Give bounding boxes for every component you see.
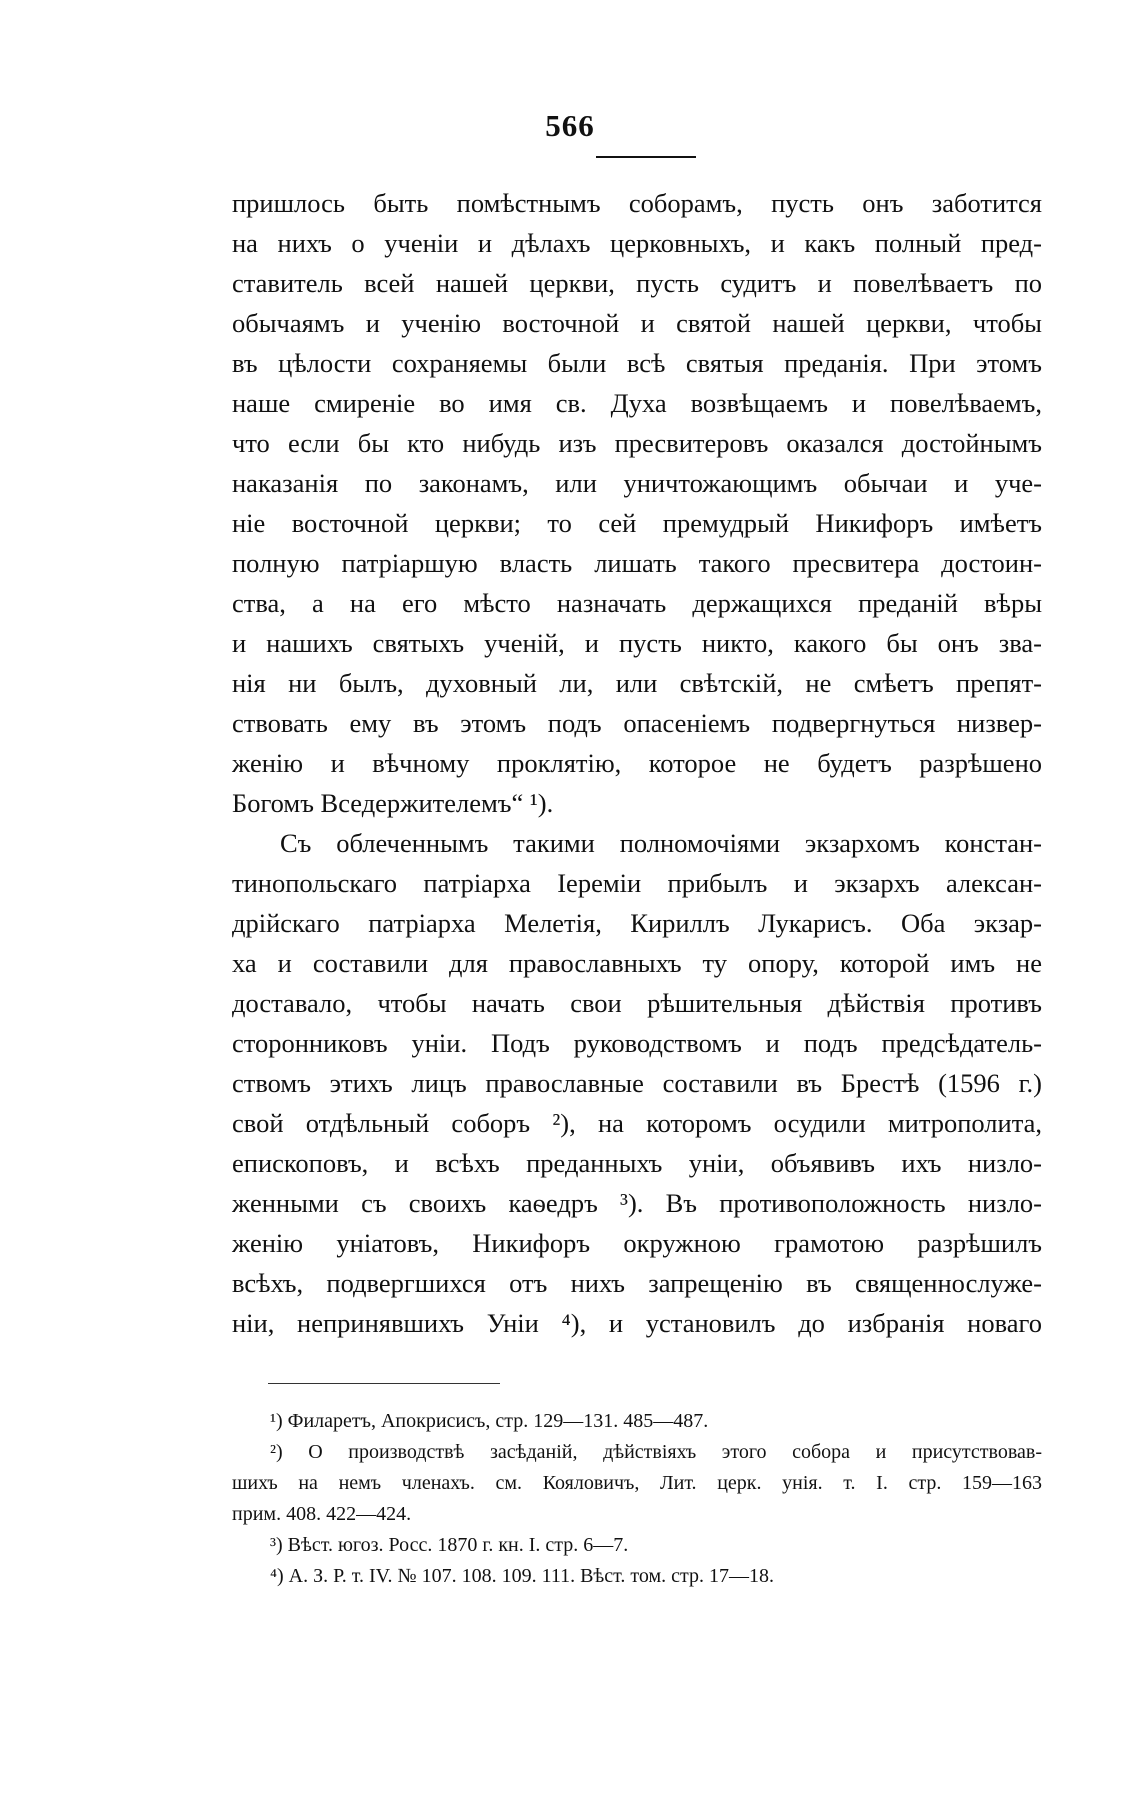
text-line: Съ облеченнымъ такими полномочіями экзархомъ констан- — [280, 828, 1042, 858]
text-line: ставитель всей нашей церкви, пусть судитъ и повелѣваетъ по — [232, 268, 1042, 298]
text-line: наказанія по законамъ, или уничтожающимъ обычаи и уче- — [232, 468, 1042, 498]
text-line: всѣхъ, подвергшихся отъ нихъ запрещенію въ священнослуже- — [232, 1268, 1042, 1298]
footnote: ¹) Филаретъ, Апокрисисъ, стр. 129—131. 485—487. — [270, 1410, 709, 1432]
text-line: что если бы кто нибудь изъ пресвитеровъ оказался достойнымъ — [232, 428, 1042, 458]
text-line: ства, а на его мѣсто назначать держащихся преданій вѣры — [232, 588, 1042, 618]
text-line: свой отдѣльный соборъ ²), на которомъ осудили митрополита, — [232, 1108, 1042, 1138]
text-line: женными съ своихъ каѳедръ ³). Въ противоположность низло- — [232, 1188, 1042, 1218]
text-line: и нашихъ святыхъ ученій, и пусть никто, какого бы онъ зва- — [232, 628, 1042, 658]
text-line: женію и вѣчному проклятію, которое не будетъ разрѣшено — [232, 748, 1042, 778]
main-text — [232, 183, 1042, 1343]
text-line: пришлось быть помѣстнымъ соборамъ, пусть онъ заботится — [232, 188, 1042, 218]
text-line: на нихъ о ученіи и дѣлахъ церковныхъ, и какъ полный пред- — [232, 228, 1042, 258]
text-line: ствомъ этихъ лицъ православные составили въ Брестѣ (1596 г.) — [232, 1068, 1042, 1098]
text-line: ствовать ему въ этомъ подъ опасеніемъ подвергнуться низвер- — [232, 708, 1042, 738]
footnote-separator — [268, 1383, 500, 1384]
text-line: ха и составили для православныхъ ту опору, которой имъ не — [232, 948, 1042, 978]
text-line: полную патріаршую власть лишать такого пресвитера достоин- — [232, 548, 1042, 578]
footnote: шихъ на немъ членахъ. см. Кояловичъ, Лит. церк. унія. т. I. стр. 159—163 — [232, 1472, 1042, 1494]
text-line: сторонниковъ уніи. Подъ руководствомъ и подъ предсѣдатель- — [232, 1028, 1042, 1058]
text-line: наше смиреніе во имя св. Духа возвѣщаемъ и повелѣваемъ, — [232, 388, 1042, 418]
text-line: въ цѣлости сохраняемы были всѣ святыя преданія. При этомъ — [232, 348, 1042, 378]
footnote: ³) Вѣст. югоз. Росс. 1870 г. кн. I. стр. 6—7. — [270, 1534, 629, 1556]
footnote: прим. 408. 422—424. — [232, 1503, 412, 1525]
footnote: ⁴) А. З. Р. т. IV. № 107. 108. 109. 111. Вѣст. том. стр. 17—18. — [270, 1565, 775, 1587]
text-line: доставало, чтобы начать свои рѣшительныя дѣйствія противъ — [232, 988, 1042, 1018]
text-line: епископовъ, и всѣхъ преданныхъ уніи, объявивъ ихъ низло- — [232, 1148, 1042, 1178]
footnotes — [232, 1406, 1042, 1592]
text-line: ніи, непринявшихъ Уніи ⁴), и установилъ до избранія новаго — [232, 1308, 1042, 1338]
page-number-underline — [596, 156, 696, 158]
page-number: 566 — [545, 108, 595, 143]
footnote: ²) О производствѣ засѣданій, дѣйствіяхъ этого собора и присутствовав- — [270, 1441, 1042, 1463]
text-line: женію уніатовъ, Никифоръ окружною грамотою разрѣшилъ — [232, 1228, 1042, 1258]
text-line: тинопольскаго патріарха Іереміи прибылъ и экзархъ алексан- — [232, 868, 1042, 898]
text-line: обычаямъ и ученію восточной и святой нашей церкви, чтобы — [232, 308, 1042, 338]
text-line: ніе восточной церкви; то сей премудрый Никифоръ имѣетъ — [232, 508, 1042, 538]
text-line: нія ни былъ, духовный ли, или свѣтскій, не смѣетъ препят- — [232, 668, 1042, 698]
text-line: дрійскаго патріарха Мелетія, Кириллъ Лукарисъ. Оба экзар- — [232, 908, 1042, 938]
text-line: Богомъ Вседержителемъ“ ¹). — [232, 788, 554, 818]
